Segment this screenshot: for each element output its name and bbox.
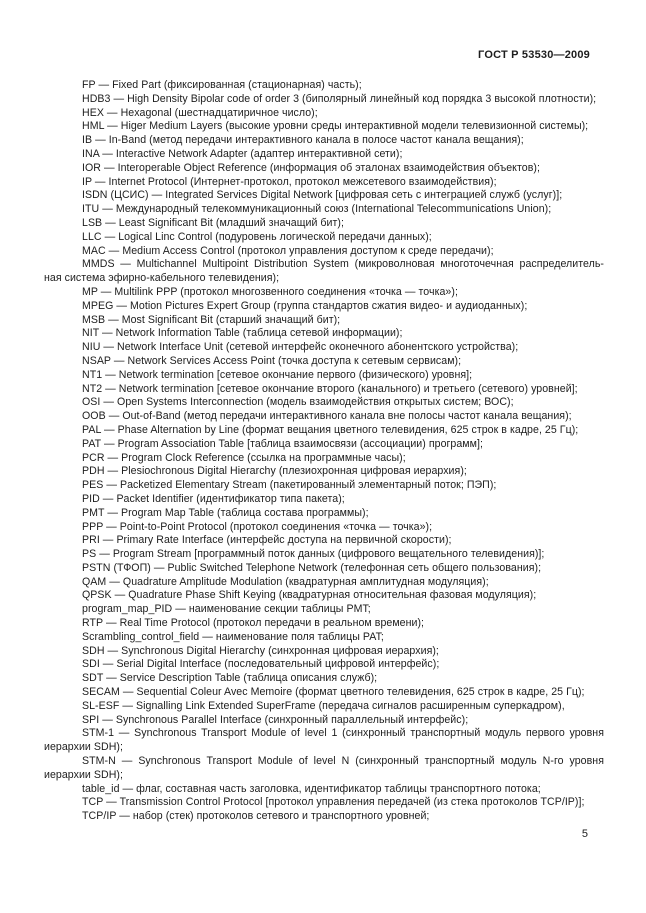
abbreviation-line: PID — Packet Identifier (идентификатор типа пакета); bbox=[82, 492, 345, 505]
abbreviation-line: TCP — Transmission Control Protocol [протокол управления передачей (из стека протоколов TCP/IP)]; bbox=[82, 796, 585, 809]
abbreviation-line: NIU — Network Interface Unit (сетевой интерфейс оконечного абонентского устройства); bbox=[82, 341, 519, 354]
abbreviation-line: IOR — Interoperable Object Reference (информация об эталонах взаимодействия объектов); bbox=[82, 161, 540, 174]
abbreviation-line: NIT — Network Information Table (таблица сетевой информации); bbox=[82, 327, 403, 340]
abbreviation-line: PAT — Program Association Table [таблица взаимосвязи (ассоциации) программ]; bbox=[82, 437, 483, 450]
abbreviation-line: SDT — Service Description Table (таблица описания служб); bbox=[82, 672, 378, 685]
abbreviation-line: program_map_PID — наименование секции таблицы PMT; bbox=[82, 603, 371, 616]
abbreviation-line: иерархии SDH); bbox=[44, 768, 123, 781]
abbreviation-line: SL-ESF — Signalling Link Extended SuperFrame (передача сигналов расширенным суперкадром), bbox=[82, 699, 565, 712]
abbreviation-line: OOB — Out-of-Band (метод передачи интерактивного канала вне полосы частот канала вещания); bbox=[82, 410, 572, 423]
abbreviation-line: PDH — Plesiochronous Digital Hierarchy (плезиохронная цифровая иерархия); bbox=[82, 465, 467, 478]
abbreviation-line: NT2 — Network termination [сетевое окончание второго (канального) и третьего (сетевого) уровней]; bbox=[82, 382, 578, 395]
document-code-header: ГОСТ Р 53530—2009 bbox=[478, 49, 590, 61]
page-number: 5 bbox=[581, 828, 588, 840]
abbreviation-line: MP — Multilink PPP (протокол многозвенного соединения «точка — точка»); bbox=[82, 285, 458, 298]
abbreviation-line: MMDS — Multichannel Multipoint Distribution System (микроволновая многоточечная распределитель- bbox=[82, 258, 604, 271]
abbreviation-line: PSTN (ТФОП) — Public Switched Telephone Network (телефонная сеть общего пользования); bbox=[82, 561, 542, 574]
abbreviation-line: QAM — Quadrature Amplitude Modulation (квадратурная амплитудная модуляция); bbox=[82, 575, 489, 588]
abbreviation-line: NT1 — Network termination [сетевое окончание первого (физического) уровня]; bbox=[82, 368, 473, 381]
abbreviation-line: TCP/IP — набор (стек) протоколов сетевого и транспортного уровней; bbox=[82, 810, 430, 823]
abbreviation-line: STM-1 — Synchronous Transport Module of level 1 (синхронный транспортный модуль первого уровня bbox=[82, 727, 604, 740]
abbreviation-line: HML — Higer Medium Layers (высокие уровни среды интерактивной модели телевизионной системы); bbox=[82, 120, 589, 133]
abbreviation-line: PES — Packetized Elementary Stream (пакетированный элементарный поток; ПЭП); bbox=[82, 479, 497, 492]
abbreviations-list bbox=[44, 79, 604, 824]
abbreviation-line: HDB3 — High Density Bipolar code of order 3 (биполярный линейный код порядка 3 высокой плотности); bbox=[82, 92, 597, 105]
abbreviation-line: IB — In-Band (метод передачи интерактивного канала в полосе частот канала вещания); bbox=[82, 134, 524, 147]
abbreviation-line: SDI — Serial Digital Interface (последовательный цифровой интерфейс); bbox=[82, 658, 440, 671]
abbreviation-line: иерархии SDH); bbox=[44, 741, 123, 754]
abbreviation-line: MSB — Most Significant Bit (старший значащий бит); bbox=[82, 313, 341, 326]
abbreviation-line: LSB — Least Significant Bit (младший значащий бит); bbox=[82, 216, 344, 229]
abbreviation-line: SDH — Synchronous Digital Hierarchy (синхронная цифровая иерархия); bbox=[82, 644, 439, 657]
abbreviation-line: PAL — Phase Alternation by Line (формат вещания цветного телевидения, 625 строк в кадре, 25 Гц); bbox=[82, 423, 579, 436]
abbreviation-line: PRI — Primary Rate Interface (интерфейс доступа на первичной скорости); bbox=[82, 534, 452, 547]
abbreviation-line: IP — Internet Protocol (Интернет-протокол, протокол межсетевого взаимодействия); bbox=[82, 175, 497, 188]
abbreviation-line: QPSK — Quadrature Phase Shift Keying (квадратурная относительная фазовая модуляция); bbox=[82, 589, 537, 602]
abbreviation-line: ITU — Международный телекоммуникационный союз (International Telecommunications Union); bbox=[82, 203, 552, 216]
abbreviation-line: PCR — Program Clock Reference (ссылка на программные часы); bbox=[82, 451, 406, 464]
abbreviation-line: INA — Interactive Network Adapter (адаптер интерактивной сети); bbox=[82, 147, 403, 160]
abbreviation-line: PPP — Point-to-Point Protocol (протокол соединения «точка — точка»); bbox=[82, 520, 433, 533]
abbreviation-line: SECAM — Sequential Coleur Avec Memoire (формат цветного телевидения, 625 строк в кадре, 25 Гц); bbox=[82, 686, 585, 699]
abbreviation-line: ISDN (ЦСИС) — Integrated Services Digital Network [цифровая сеть с интеграцией служб (услуг)]; bbox=[82, 189, 563, 202]
abbreviation-line: OSI — Open Systems Interconnection (модель взаимодействия открытых систем; ВОС); bbox=[82, 396, 514, 409]
abbreviation-line: PMT — Program Map Table (таблица состава программы); bbox=[82, 506, 369, 519]
abbreviation-line: HEX — Hexagonal (шестнадцатиричное число); bbox=[82, 106, 318, 119]
abbreviation-line: MAC — Medium Access Control (протокол управления доступом к среде передачи); bbox=[82, 244, 494, 257]
abbreviation-line: FP — Fixed Part (фиксированная (стационарная) часть); bbox=[82, 79, 362, 91]
abbreviation-line: ная система эфирно-кабельного телевидения); bbox=[44, 272, 280, 285]
abbreviation-line: Scrambling_control_field — наименование поля таблицы PAT; bbox=[82, 630, 384, 643]
abbreviation-line: LLC — Logical Linc Control (подуровень логической передачи данных); bbox=[82, 230, 432, 243]
abbreviation-line: STM-N — Synchronous Transport Module of level N (синхронный транспортный модуль N-го уровня bbox=[82, 755, 604, 768]
abbreviation-line: PS — Program Stream [программный поток данных (цифрового вещательного телевидения)]; bbox=[82, 548, 545, 561]
abbreviation-line: MPEG — Motion Pictures Expert Group (группа стандартов сжатия видео- и аудиоданных); bbox=[82, 299, 528, 312]
abbreviation-line: NSAP — Network Services Access Point (точка доступа к сетевым сервисам); bbox=[82, 354, 462, 367]
abbreviation-line: RTP — Real Time Protocol (протокол передачи в реальном времени); bbox=[82, 617, 425, 630]
abbreviation-line: SPI — Synchronous Parallel Interface (синхронный параллельный интерфейс); bbox=[82, 713, 469, 726]
abbreviation-line: table_id — флаг, составная часть заголовка, идентификатор таблицы транспортного потока; bbox=[82, 782, 541, 795]
